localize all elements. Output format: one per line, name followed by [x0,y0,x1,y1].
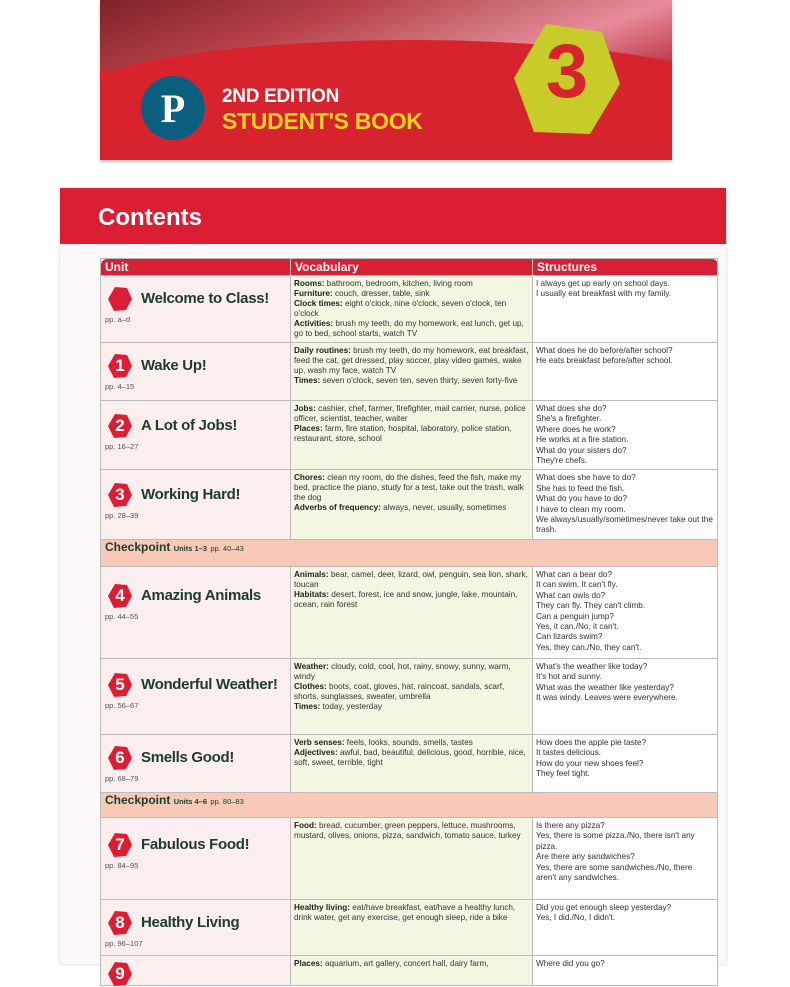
book-type-label: STUDENT'S BOOK [222,108,423,134]
structure-sentence: What can owls do? [536,590,606,600]
level-badge [512,22,622,140]
unit-pages: pp. 44–55 [105,611,139,621]
unit-title: Fabulous Food! [141,835,250,853]
vocabulary-words: cashier, chef, farmer, firefighter, mail carrier, nurse, police officer, scientist, teacher, waiter [294,404,526,423]
vocabulary-label: Weather: [294,661,329,671]
structures-cell [533,899,718,955]
structure-sentence: What was the weather like yesterday? [536,682,674,692]
unit-row [101,899,718,955]
vocabulary-entry [294,662,529,682]
vocabulary-label: Places: [294,424,323,433]
vocabulary-words: seven o'clock, seven ten, seven thirty, seven forty-five [320,376,518,385]
vocabulary-label: Times: [294,701,321,711]
structure-sentence: He works at a fire station. [536,435,629,445]
vocabulary-words: boots, coat, gloves, hat, raincoat, sandals, scarf, shorts, sunglasses, sweater, umbrella [294,681,505,701]
structures-cell [533,566,718,658]
checkpoint-cell [101,792,718,817]
structure-sentence: It was windy. Leaves were everywhere. [536,693,678,703]
unit-cell [101,658,291,734]
unit-pages: pp. 84–95 [105,860,139,870]
column-header-unit: Unit [101,259,291,276]
structures-cell [533,276,718,343]
unit-row [101,566,718,658]
vocabulary-words: bathroom, bedroom, kitchen, living room [324,279,473,288]
vocabulary-entry [294,748,529,768]
unit-row [101,470,718,539]
vocabulary-entry [294,473,529,503]
vocabulary-cell [291,734,533,792]
unit-number-badge [107,413,133,439]
vocabulary-entry [294,702,529,712]
unit-cell [101,401,291,470]
vocabulary-cell [291,817,533,899]
unit-cell [101,566,291,658]
vocabulary-label: Adjectives: [294,747,338,757]
vocabulary-cell [291,401,533,470]
vocabulary-words: always, never, usually, sometimes [380,503,507,513]
structure-sentence: What's the weather like today? [536,661,648,671]
vocabulary-words: today, yesterday [320,701,382,711]
table-body [101,276,718,986]
structure-sentence: I usually eat breakfast with my family. [536,289,671,299]
unit-title: A Lot of Jobs! [141,417,238,434]
structure-sentence: I always get up early on school days. [536,279,670,288]
unit-number: 6 [115,747,125,767]
checkpoint-units: Units 1–3 [173,543,208,553]
structure-sentence: Is there any pizza? [536,820,605,830]
vocabulary-label: Healthy living: [294,902,350,912]
vocabulary-entry [294,299,529,319]
unit-row [101,955,718,985]
checkpoint-row [101,539,718,566]
structure-sentence: It can swim. It can't fly. [536,580,618,590]
checkpoint-label: Checkpoint [105,539,171,554]
unit-pages: pp. 56–67 [105,700,139,710]
vocabulary-entry [294,570,529,590]
vocabulary-cell [291,470,533,539]
structure-sentence: What does she do? [536,404,607,413]
vocabulary-entry [294,346,529,376]
unit-pages: pp. 96–107 [105,938,143,948]
structure-sentence: Yes, it can./No, it can't. [536,621,619,631]
contents-table [100,258,718,986]
structure-sentence: They feel tight. [536,769,590,779]
structure-sentence: Yes, there is some pizza./No, there isn't any pizza. [536,831,695,851]
unit-number: 8 [115,912,125,932]
hexagon-icon [107,286,133,312]
checkpoint-units: Units 4–6 [173,796,208,806]
structure-sentence: Are there any sandwiches? [536,852,635,862]
vocabulary-entry [294,590,529,610]
vocabulary-label: Rooms: [294,279,325,288]
structure-sentence: It tastes delicious. [536,748,602,758]
checkpoint-row [101,792,718,817]
vocabulary-label: Times: [294,376,321,385]
structures-cell [533,343,718,401]
structure-sentence: Yes, there are some sandwiches./No, there aren't any sandwiches. [536,862,693,882]
pearson-logo-letter: P [160,85,186,131]
vocabulary-cell [291,276,533,343]
unit-number: 9 [115,963,125,983]
vocabulary-words: bread, cucumber, green peppers, lettuce, mushrooms, mustard, olives, onions, pizza, sandwich, tomato sauce, turkey [294,820,521,840]
structures-cell [533,401,718,470]
vocabulary-label: Clock times: [294,299,343,308]
vocabulary-label: Habitats: [294,589,330,599]
vocabulary-cell [291,899,533,955]
checkpoint-pages: pp. 80–83 [210,796,244,806]
contents-header [60,188,726,244]
unit-number: 4 [115,585,125,605]
vocabulary-label: Furniture: [294,289,333,298]
unit-row [101,658,718,734]
structure-sentence: Yes, they can./No, they can't. [536,642,642,652]
vocabulary-entry [294,319,529,339]
unit-pages: pp. 16–27 [105,442,139,451]
vocabulary-label: Clothes: [294,681,327,691]
unit-number-badge [107,745,133,771]
unit-title: Wake Up! [141,357,207,374]
vocabulary-words: awful, bad, beautiful, delicious, good, horrible, nice, soft, sweet, terrible, tight [294,747,526,767]
vocabulary-entry [294,289,529,299]
structure-sentence: Did you get enough sleep yesterday? [536,902,672,912]
structure-sentence: What does she have to do? [536,473,636,483]
unit-cell [101,817,291,899]
vocabulary-words: brush my teeth, do my homework, eat lunch, get up, go to bed, school starts, watch TV [294,319,524,338]
unit-row [101,817,718,899]
structure-sentence: She's a firefighter. [536,414,602,424]
column-header-vocabulary: Vocabulary [291,259,533,276]
vocabulary-words: eat/have breakfast, eat/have a healthy lunch, drink water, get any exercise, get enough sleep, ride a bike [294,902,516,922]
vocabulary-label: Verb senses: [294,737,345,747]
column-header-structures: Structures [533,259,718,276]
unit-number: 2 [115,416,125,435]
vocabulary-words: aquarium, art gallery, concert hall, dairy farm, [322,958,489,968]
unit-row [101,276,718,343]
vocabulary-words: brush my teeth, do my homework, eat breakfast, feed the cat, get dressed, play soccer, play video games, wake up, wash my face, watch TV [294,346,529,375]
vocabulary-words: bear, camel, deer, lizard, owl, penguin, sea lion, shark, toucan [294,569,528,589]
vocabulary-words: clean my room, do the dishes, feed the fish, make my bed, practice the piano, study for a test, take out the trash, walk the dog [294,473,524,503]
vocabulary-entry [294,376,529,386]
unit-pages: pp. 28–39 [105,511,139,521]
structures-cell [533,658,718,734]
structure-sentence: What do you have to do? [536,494,628,504]
vocabulary-words: farm, fire station, hospital, laboratory, police station, restaurant, store, school [294,424,512,443]
structure-sentence: We always/usually/sometimes/never take out the trash. [536,515,713,535]
structure-sentence: How does the apple pie taste? [536,737,647,747]
checkpoint-pages: pp. 40–43 [210,543,244,553]
vocabulary-words: eight o'clock, nine o'clock, seven o'clock, ten o'clock [294,299,507,318]
structure-sentence: It's hot and sunny. [536,672,602,682]
unit-cell [101,343,291,401]
vocabulary-label: Places: [294,958,323,968]
unit-pages: pp. 4–15 [105,382,135,391]
vocabulary-label: Adverbs of frequency: [294,503,381,513]
unit-pages: pp. 68–79 [105,773,139,783]
structure-sentence: They can fly. They can't climb. [536,601,646,611]
structure-sentence: I have to clean my room. [536,504,626,514]
vocabulary-entry [294,821,529,841]
vocabulary-entry [294,424,529,444]
unit-cell [101,276,291,343]
checkpoint-cell [101,539,718,566]
vocabulary-entry [294,279,529,289]
page-title: Contents [98,204,202,231]
edition-label: 2ND EDITION [222,86,340,107]
vocabulary-cell [291,658,533,734]
structures-cell [533,817,718,899]
vocabulary-words: cloudy, cold, cool, hot, rainy, snowy, sunny, warm, windy [294,661,511,681]
unit-number-badge [107,961,133,987]
unit-title: Wonderful Weather! [141,675,278,693]
structures-cell [533,734,718,792]
unit-pages: pp. a–d [105,315,131,324]
unit-number-badge [107,353,133,379]
structures-cell [533,470,718,539]
level-number: 3 [545,29,589,114]
contents-page [60,188,726,983]
unit-number-badge [107,286,133,312]
structure-sentence: Where does he work? [536,424,616,434]
vocabulary-entry [294,903,529,923]
vocabulary-label: Animals: [294,569,329,579]
unit-row [101,401,718,470]
unit-cell [101,955,291,985]
pearson-logo-icon [141,76,205,140]
unit-number-badge [107,672,133,698]
vocabulary-label: Activities: [294,319,334,328]
vocabulary-label: Jobs: [294,404,316,413]
unit-title: Working Hard! [141,486,241,504]
unit-number: 7 [115,834,125,854]
vocabulary-entry [294,738,529,748]
unit-cell [101,899,291,955]
structure-sentence: What does he do before/after school? [536,346,673,355]
unit-title: Welcome to Class! [141,290,269,307]
structure-sentence: What can a bear do? [536,569,613,579]
structure-sentence: Where did you go? [536,958,605,968]
unit-number: 5 [115,674,125,694]
vocabulary-words: couch, dresser, table, sink [332,289,430,298]
structure-sentence: She has to feed the fish. [536,483,625,493]
structures-cell [533,955,718,985]
structure-sentence: He eats breakfast before/after school. [536,356,673,366]
structure-sentence: Can a penguin jump? [536,611,614,621]
unit-cell [101,470,291,539]
structure-sentence: How do your new shoes feel? [536,758,644,768]
unit-row [101,343,718,401]
checkpoint-label: Checkpoint [105,792,171,807]
structure-sentence: What do your sisters do? [536,445,627,455]
vocabulary-cell [291,955,533,985]
structure-sentence: Yes, I did./No, I didn't. [536,913,616,923]
structure-sentence: Can lizards swim? [536,632,603,642]
unit-title: Healthy Living [141,913,240,931]
vocabulary-words: desert, forest, ice and snow, jungle, lake, mountain, ocean, rain forest [294,589,518,609]
vocabulary-entry [294,682,529,702]
structure-sentence: They're chefs. [536,456,588,466]
vocabulary-cell [291,566,533,658]
vocabulary-label: Daily routines: [294,346,351,355]
unit-number-badge [107,910,133,936]
unit-row [101,734,718,792]
unit-title: Smells Good! [141,748,235,766]
vocabulary-words: feels, looks, sounds, smells, tastes [344,737,473,747]
table-header-row [101,259,718,276]
book-cover [100,0,672,160]
unit-number-badge [107,482,133,508]
vocabulary-cell [291,343,533,401]
vocabulary-label: Food: [294,820,317,830]
unit-number: 1 [115,356,125,375]
unit-number: 3 [115,485,125,505]
unit-number-badge [107,832,133,858]
vocabulary-entry [294,503,529,513]
unit-cell [101,734,291,792]
vocabulary-label: Chores: [294,473,325,483]
vocabulary-entry [294,404,529,424]
unit-title: Amazing Animals [141,586,261,604]
unit-number-badge [107,583,133,609]
